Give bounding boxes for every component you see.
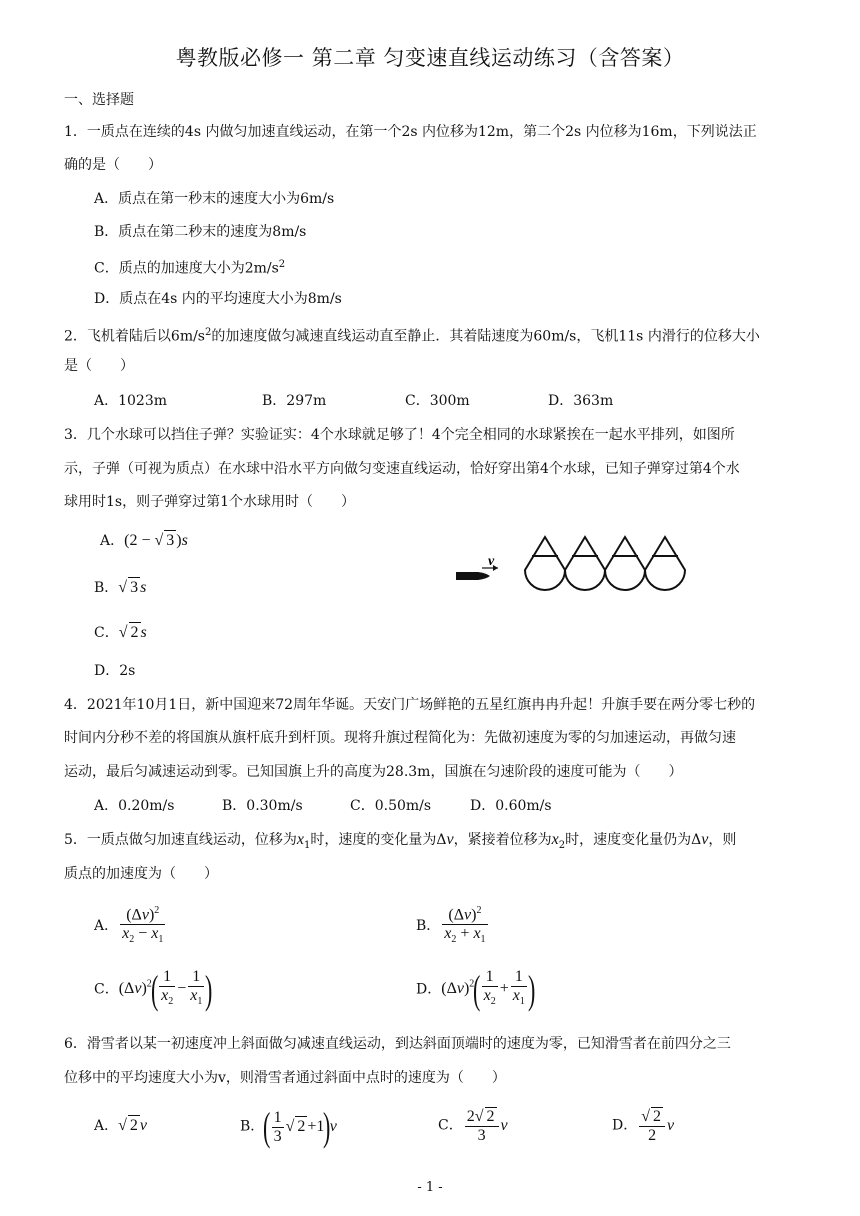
var-x: x — [122, 925, 130, 943]
option-b-formula — [118, 579, 146, 596]
text-part: 的加速度做匀减速直线运动直至静止．其着陆速度为60m/s，飞机11s 内滑行的位移大小 — [211, 328, 760, 345]
subscript: 1 — [197, 996, 203, 1008]
formula-operator: − — [137, 532, 155, 549]
var-x: x — [296, 831, 305, 848]
exponent: 2 — [146, 978, 152, 990]
var-x: x — [190, 987, 198, 1004]
superscript: 2 — [278, 259, 286, 270]
sqrt-symbol: √ — [118, 624, 128, 641]
radicand: 2 — [129, 1117, 138, 1134]
question-1-option-d[interactable]: D．质点在4s 内的平均速度大小为8m/s — [94, 291, 342, 307]
text-part: 2．飞机着陆后以6m/s — [64, 328, 205, 345]
question-1-option-b[interactable]: B．质点在第二秒末的速度为8m/s — [94, 224, 307, 240]
var-v: v — [500, 1116, 508, 1134]
question-5-option-d[interactable] — [416, 968, 534, 1011]
option-label: A． — [94, 1118, 119, 1134]
question-5-text — [64, 830, 736, 856]
question-3-option-b[interactable] — [94, 577, 146, 598]
var-v: v — [134, 980, 142, 998]
option-label: C． — [94, 981, 119, 998]
subscript: 1 — [304, 839, 311, 851]
subscript: 1 — [480, 934, 486, 946]
question-2-option-c[interactable]: C．300m — [405, 393, 470, 409]
fraction: $\frac{(\Delta v)^2}{x_2 + x_1}$ — [442, 902, 487, 950]
var-v: v — [139, 1117, 148, 1134]
velocity-label: v — [488, 554, 495, 569]
fraction — [511, 968, 527, 1011]
text-part: ，紧接着位移为 — [453, 832, 552, 848]
text-part: 时，速度变化量仍为Δ — [565, 832, 702, 848]
question-6-option-a[interactable] — [94, 1115, 147, 1136]
sqrt-symbol: √ — [154, 532, 164, 549]
var-v: v — [667, 1116, 675, 1134]
option-text: C．质点的加速度大小为2m/s — [94, 260, 279, 277]
var-v: v — [456, 980, 464, 998]
plus-one: +1 — [307, 1117, 325, 1135]
option-d-formula: $(\Delta v)^2$( $\frac{1}{x_2}$ + $\frac{1}{x_1}$ ) — [441, 966, 536, 1012]
var-v: v — [446, 831, 454, 848]
numerator: 1 — [482, 968, 498, 987]
option-b-formula: ( $\frac{1}{3}$ √ 2 +1)v — [263, 1104, 337, 1149]
coefficient: 2 — [466, 1108, 475, 1125]
question-2-option-a[interactable]: A．1023m — [94, 393, 168, 409]
option-a-formula: (2 − √ 3 )s — [124, 532, 188, 549]
fraction: $\frac{(\Delta v)^2}{x_2 - x_1}$ — [120, 902, 165, 950]
option-c-formula — [119, 624, 147, 641]
page-number: - 1 - — [417, 1180, 443, 1195]
radicand: 3 — [130, 579, 139, 596]
fraction — [639, 1107, 665, 1145]
question-2-option-b[interactable]: B．297m — [262, 393, 327, 409]
water-ball-3 — [605, 537, 645, 590]
subscript: 2 — [168, 996, 174, 1008]
superscript: 2 — [205, 327, 212, 338]
delta-symbol: Δ — [124, 980, 135, 998]
section-heading: 一、选择题 — [64, 92, 134, 108]
option-c-formula: $(\Delta v)^2$( $\frac{1}{x_2}$ − $\frac{1}{x_1}$ ) — [118, 966, 213, 1012]
fraction — [465, 1107, 499, 1145]
radicand: 3 — [166, 532, 175, 549]
question-4-text-cont2: 运动，最后匀减速运动到零。已知国旗上升的高度为28.3m，国旗在匀速阶段的速度可能为（ ） — [64, 764, 683, 780]
text-part: 5．一质点做匀加速直线运动，位移为 — [64, 832, 297, 848]
subscript: 1 — [519, 996, 525, 1008]
page-title: 粤教版必修一 第二章 匀变速直线运动练习（含答案） — [175, 46, 685, 70]
water-ball-2 — [565, 537, 605, 590]
sqrt-symbol: √ — [285, 1117, 295, 1135]
fraction — [188, 968, 204, 1011]
option-c-formula — [463, 1108, 508, 1144]
question-6-option-c[interactable] — [438, 1107, 508, 1145]
sqrt-symbol: √ — [118, 1117, 127, 1134]
water-balls — [525, 537, 685, 590]
question-1-text: 1．一质点在连续的4s 内做匀加速直线运动，在第一个2s 内位移为12m，第二个2s 内位移为16m，下列说法正 — [64, 124, 757, 140]
numerator: 1 — [273, 1108, 282, 1126]
fraction — [482, 968, 498, 1011]
option-label: D． — [612, 1117, 638, 1134]
delta-symbol: Δ — [453, 906, 465, 924]
question-5-text-cont: 质点的加速度为（ ） — [64, 866, 218, 882]
option-label: D． — [416, 981, 442, 998]
delta-symbol: Δ — [446, 980, 457, 998]
water-ball-1 — [525, 537, 565, 590]
var-v: v — [329, 1117, 337, 1135]
option-label: C． — [438, 1117, 463, 1134]
question-3-option-d[interactable]: D．2s — [94, 663, 136, 679]
option-a-formula — [118, 1117, 147, 1134]
sqrt-symbol: √ — [118, 579, 128, 596]
question-2-option-d[interactable]: D．363m — [548, 393, 614, 409]
question-3-text-cont: 示，子弹（可视为质点）在水球中沿水平方向做匀变速直线运动，恰好穿出第4个水球，已知子弹穿过第4个水 — [64, 461, 740, 477]
option-label: B． — [416, 917, 441, 934]
delta-symbol: Δ — [131, 906, 142, 924]
exponent: 2 — [154, 905, 160, 916]
denominator: 3 — [273, 1127, 282, 1145]
var-v: v — [464, 906, 472, 924]
question-3-option-c[interactable] — [94, 622, 147, 643]
question-1-option-c[interactable] — [94, 255, 285, 279]
option-label: B． — [240, 1118, 265, 1135]
numerator: 1 — [159, 968, 175, 987]
radicand: 2 — [130, 624, 139, 641]
var-x: x — [444, 925, 452, 943]
text-part: ，则 — [708, 832, 737, 848]
question-4-text: 4．2021年10月1日，新中国迎来72周年华诞。天安门广场鲜艳的五星红旗冉冉升起！升旗手要在两分零七秒的 — [64, 697, 756, 713]
operator: − — [138, 925, 148, 943]
text-part: 时，速度的变化量为Δ — [310, 832, 447, 848]
question-6-text-cont: 位移中的平均速度大小为v，则滑雪者通过斜面中点时的速度为（ ） — [64, 1070, 506, 1086]
var-x: x — [551, 831, 559, 848]
question-4-text-cont: 时间内分秒不差的将国旗从旗杆底升到杆顶。现将升旗过程简化为：先做初速度为零的匀加速运动，再做匀速 — [64, 730, 736, 746]
question-3-text-cont2: 球用时1s，则子弹穿过第1个水球用时（ ） — [64, 494, 355, 510]
question-4-option-b[interactable]: B．0.30m/s — [222, 798, 303, 814]
option-label: A． — [94, 917, 119, 934]
var-x: x — [161, 987, 169, 1004]
question-6-option-b[interactable] — [240, 1104, 337, 1149]
var-x: x — [512, 987, 520, 1004]
question-4-option-a[interactable]: A．0.20m/s — [94, 798, 175, 814]
radicand: 2 — [653, 1108, 662, 1125]
question-6-option-d[interactable] — [612, 1107, 674, 1145]
var-v: v — [141, 906, 149, 924]
var-x: x — [151, 925, 159, 943]
option-label: C． — [94, 625, 119, 641]
question-5-option-c[interactable] — [94, 968, 212, 1011]
exponent: 2 — [476, 905, 482, 916]
operator: + — [460, 925, 470, 943]
question-2-text-cont: 是（ ） — [64, 358, 134, 374]
radicand: 2 — [297, 1117, 306, 1135]
var-x: x — [483, 987, 491, 1004]
subscript: 1 — [158, 934, 164, 946]
formula-number: 2 — [129, 532, 138, 549]
option-label: A． — [100, 533, 125, 549]
question-1-text-cont: 确的是（ ） — [64, 157, 162, 173]
exponent: 2 — [469, 978, 475, 990]
subscript: 2 — [558, 839, 566, 851]
sqrt-symbol: √ — [474, 1108, 484, 1125]
question-5-option-b[interactable] — [416, 902, 490, 950]
option-label: B． — [94, 580, 119, 596]
unit: s — [181, 532, 188, 549]
operator: − — [177, 980, 187, 998]
operator: + — [499, 980, 509, 998]
unit: s — [140, 579, 147, 596]
water-ball-4 — [645, 537, 685, 590]
numerator: 1 — [188, 968, 204, 987]
radicand: 2 — [486, 1108, 495, 1125]
question-3-option-a[interactable] — [100, 530, 188, 551]
fraction — [159, 968, 175, 1011]
fraction — [272, 1109, 284, 1146]
subscript: 2 — [129, 934, 135, 946]
question-1-option-a[interactable]: A．质点在第一秒末的速度大小为6m/s — [94, 191, 335, 207]
sqrt-symbol: √ — [641, 1108, 651, 1125]
question-4-option-d[interactable]: D．0.60m/s — [470, 798, 552, 814]
question-5-option-a[interactable] — [94, 902, 167, 950]
question-4-option-c[interactable]: C．0.50m/s — [350, 798, 432, 814]
subscript: 2 — [451, 934, 457, 946]
denominator: 2 — [648, 1127, 657, 1144]
water-balls-figure — [452, 532, 702, 614]
question-6-text: 6．滑雪者以某一初速度冲上斜面做匀减速直线运动，到达斜面顶端时的速度为零，已知滑雪者在前四分之三 — [64, 1036, 731, 1052]
question-2-text — [64, 323, 760, 347]
numerator: 1 — [511, 968, 527, 987]
unit: s — [140, 624, 147, 641]
option-d-formula — [637, 1108, 675, 1144]
subscript: 2 — [490, 996, 496, 1008]
var-x: x — [473, 925, 481, 943]
var-v: v — [701, 831, 709, 848]
denominator: 3 — [477, 1127, 486, 1144]
question-3-text: 3．几个水球可以挡住子弹？实验证实：4个水球就足够了！4个完全相同的水球紧挨在一起水平排列，如图所 — [64, 427, 735, 443]
